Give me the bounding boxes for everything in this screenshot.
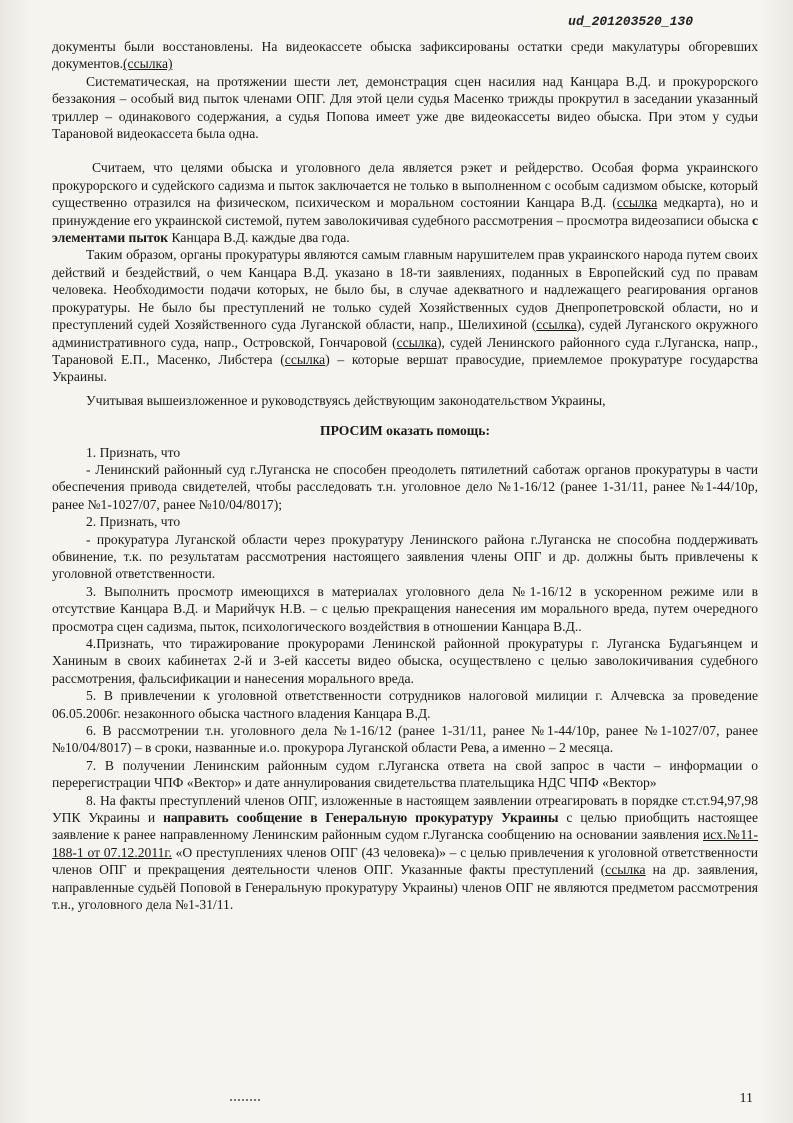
request-heading: ПРОСИМ оказать помощь: — [320, 423, 490, 439]
item-7: 7. В получении Ленинским районным судом г.Луганска ответа на свой запрос в части – информации о перерегистрации ЧПФ «Вектор» и дате аннулирования свидетельства плательщика НДС ЧПФ «Вектор» — [52, 757, 758, 791]
item-6: 6. В рассмотрении т.н. уголовного дела №1-16/12 (ранее 1-31/11, ранее №1-44/10р, ранее №1-1027/07, ранее №10/04/8017) – в сроки, названные и.о. прокурора Луганской области Рева, а именно – 2 месяца. — [52, 723, 758, 756]
item-8: 8. На факты преступлений членов ОПГ, изложенные в настоящем заявлении отреагировать в порядке ст.ст.94,97,98 УПК Украины и направить сообщение в Генеральную прокуратуру Украины с целью приобщить настоящее заявление к ранее направленному Ленинским районным судом г.Луганска сообщению на основании заявления исх.№11-188-1 от 07.12.2011г. «О преступлениях членов ОПГ (43 человека)» – с целью привлечения к уголовной ответственности членов ОПГ и прекращения деятельности членов ОПГ. Указанные факты преступлений (ссылка на др. заявления, направленные судьёй Поповой в Генеральную прокуратуру Украины) членов ОПГ не являются предметом рассмотрения т.н., уголовного дела №1-31/11. — [52, 792, 759, 913]
link-reference[interactable]: ссылка — [605, 862, 646, 878]
document-id: ud_201203520_130 — [568, 14, 693, 29]
item-5: 5. В привлечении к уголовной ответственности сотрудников налоговой милиции г. Алчевска за проведение 06.05.2006г. незаконного обыска частного владения Канцара В.Д. — [52, 688, 758, 721]
item-1-body: - Ленинский районный суд г.Луганска не способен преодолеть пятилетний саботаж органов прокуратуры в части обеспечения привода свидетелей, чтобы расследовать т.н. уголовное дело №1-16/12 (ранее 1-31/11, ранее №1-44/10р, ранее №1-1027/07, ранее №10/04/8017); — [52, 461, 758, 512]
item-3: 3. Выполнить просмотр имеющихся в материалах уголовного дела №1-16/12 в ускоренном режиме или в отсутствие Канцара В.Д. и Марийчук Н.В. – с целью прекращения нанесения им морального вреда, путем очередного просмотра сцен садизма, пыток, психологического воздействия в отношении Канцара В.Д.. — [52, 583, 758, 634]
link-reference[interactable]: ссылка — [284, 351, 326, 367]
item-1-title: 1. Признать, что — [86, 444, 181, 460]
item-2-body: - прокуратура Луганской области через прокуратуру Ленинского района г.Луганска не способна поддерживать обвинение, т.к. по результатам рассмотрения настоящего заявления члены ОПГ и др. должны быть привлечены к уголовной ответственности. — [52, 531, 758, 582]
paragraph-3: Считаем, что целями обыска и уголовного дела является рэкет и рейдерство. Особая форма украинского прокурорского и судейского садизма и пыток заключается не только в выполненном с особым садизмом обыске, который существенно отразился на физическом, психическом и моральном состоянии Канцара В.Д. (ссылка медкарта), но и принуждение его украинской системой, путем заволокичивая судебного рассмотрения – просмотра видеозаписи обыска с элементами пыток Канцара В.Д. каждые два года. — [52, 160, 759, 246]
link-reference[interactable]: ссылка — [396, 334, 438, 350]
document-body — [52, 38, 758, 914]
link-reference[interactable]: ссылка — [616, 195, 658, 211]
link-reference[interactable]: ссылка — [536, 317, 577, 333]
item-2-title: 2. Признать, что — [86, 514, 181, 530]
paragraph-2: Систематическая, на протяжении шести лет, демонстрация сцен насилия над Канцара В.Д. и прокурорского беззакония – особый вид пыток членами ОПГ. Для этой цели судья Масенко трижды прокрутил в заседании указанный триллер – одинакового содержания, а судья Попова имеет уже две видеокассеты видео обыска. При этом у судьи Тарановой видеокассета была одна. — [52, 73, 758, 142]
paragraph-1: документы были восстановлены. На видеокассете обыска зафиксированы остатки среди макулатуры обгоревших документов.(ссылка) — [52, 39, 758, 72]
paragraph-4: Таким образом, органы прокуратуры являются самым главным нарушителем прав украинского народа путем своих действий и бездействий, о чем Канцара В.Д. указано в 18-ти заявлениях, поданных в Европейский суд по правам человека. Необходимости подачи которых, не было бы, в случае адекватного и надлежащего реагирования органов прокуратуры. Не было бы преступлений не только судей Хозяйственных судов Днепропетровской области, но и преступлений судей Хозяйственного суда Луганской области, напр., Шелихиной (ссылка), судей Луганского окружного административного суда, напр., Островской, Гончаровой (ссылка), судей Ленинского районного суда г.Луганска, напр., Тарановой Е.П., Масенко, Либстера (ссылка) – которые вершат правосудие, приемлемое прокуратуре государства Украины. — [52, 247, 758, 385]
paragraph-5: Учитывая вышеизложенное и руководствуясь действующим законодательством Украины, — [86, 392, 606, 408]
page-number: 11 — [739, 1091, 753, 1106]
item-4: 4.Признать, что тиражирование прокурорами Ленинской районной прокуратуры г. Луганска Будагьянцем и Ханиным в своих кабинетах 2-й и 3-ей кассеты видео обыска, осуществлено с целью заволокичивания судебного рассмотрения, фальсификации и нанесения морального вреда. — [52, 636, 758, 686]
scan-mark — [230, 1099, 260, 1107]
link-reference[interactable]: (ссылка) — [123, 56, 173, 72]
